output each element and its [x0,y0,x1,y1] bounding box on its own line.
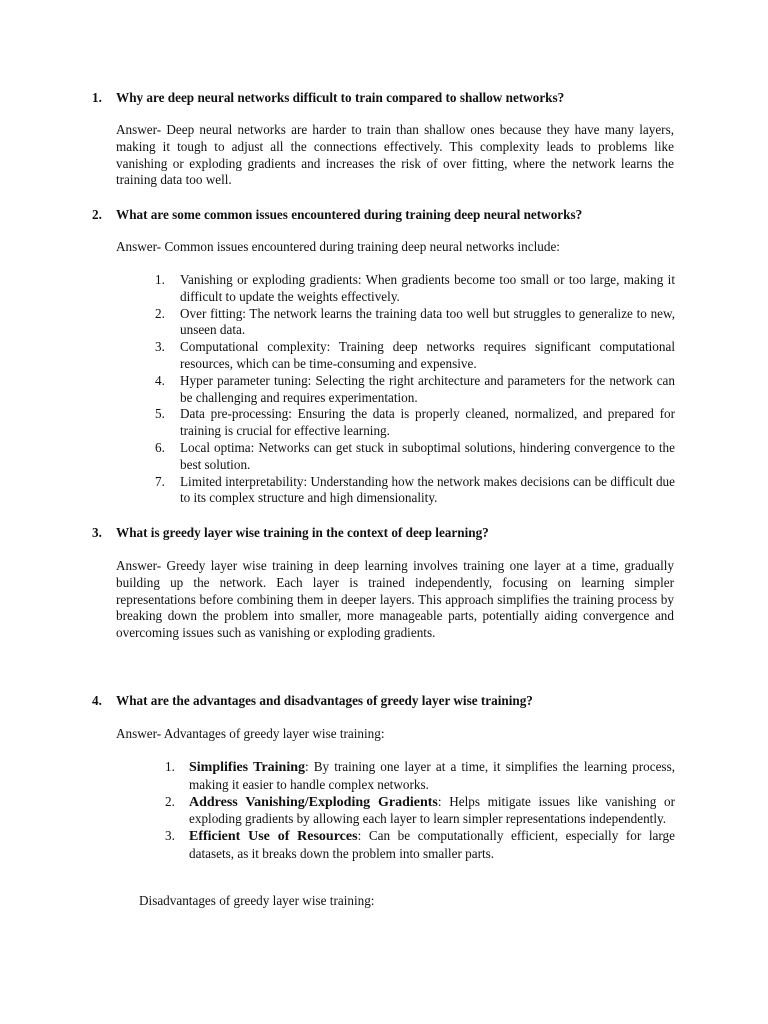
disadvantages-heading: Disadvantages of greedy layer wise training: [139,893,375,908]
question-1-text: Why are deep neural networks difficult to train compared to shallow networks? [116,90,565,105]
list-item-number: 6. [155,439,165,455]
list-item [165,828,675,863]
list-item-text: : Helps mitigate issues like vanishing or exploding gradients by allowing each layer to learn simpler representations independently. [189,793,675,827]
advantages-list [165,759,675,863]
list-item-text: Hyper parameter tuning: Selecting the right architecture and parameters for the network can be challenging and requires experimentation. [180,372,675,405]
question-3-number: 3. [92,525,102,540]
list-item [155,339,675,373]
answer-1: Answer- Deep neural networks are harder to train than shallow ones because they have many layers, making it tough to adjust all the connections effectively. This complexity leads to problems like vanishing or exploding gradients and increases the risk of over fitting, where the network learns the training data too well. [116,122,674,188]
question-1-number: 1. [92,90,102,105]
list-item-number: 1. [165,759,175,774]
question-1-heading [92,89,692,106]
question-3-text: What is greedy layer wise training in the context of deep learning? [116,525,489,540]
list-item-number: 2. [165,793,175,809]
answer-2-intro: Answer- Common issues encountered during training deep neural networks include: [116,239,560,254]
list-item [165,794,675,829]
list-item-text: Computational complexity: Training deep networks requires significant computational resources, which can be time-consuming and expensive. [180,339,675,371]
list-item-text: : By training one layer at a time, it simplifies the learning process, making it easier to handle complex networks. [189,759,675,792]
list-item-number: 1. [155,272,165,287]
list-item [155,406,675,440]
list-item [155,440,675,474]
list-item [155,272,675,306]
list-item-number: 5. [155,406,165,422]
list-item-term: Efficient Use of Resources [189,829,358,845]
question-2-heading [92,206,692,223]
answer-4-intro: Answer- Advantages of greedy layer wise training: [116,726,385,741]
list-item-term: Simplifies Training [189,760,306,775]
list-item [165,759,675,794]
list-item [155,474,675,508]
answer-3: Answer- Greedy layer wise training in deep learning involves training one layer at a time, gradually building up the network. Each layer is trained independently, focusing on learning simpler representations before combining them in deeper layers. This approach simplifies the training process by breaking down the problem into smaller, more manageable parts, potentially aiding convergence and overcoming issues such as vanishing or exploding gradients. [116,558,674,641]
list-item [155,306,675,340]
question-4-text: What are the advantages and disadvantages of greedy layer wise training? [116,693,533,708]
list-item-text: Limited interpretability: Understanding how the network makes decisions can be difficult due to its complex structure and high dimensionality. [180,473,675,506]
question-2-number: 2. [92,207,102,222]
list-item-number: 2. [155,305,165,321]
question-3-heading [92,524,692,541]
list-item-text: Over fitting: The network learns the training data too well but struggles to generalize to new, unseen data. [180,305,675,338]
list-item-number: 7. [155,473,165,489]
list-item-text: Data pre-processing: Ensuring the data is properly cleaned, normalized, and prepared for training is crucial for effective learning. [180,406,675,439]
list-item-number: 3. [155,339,165,355]
list-item [155,373,675,407]
issues-list [155,272,675,507]
list-item-text: : Can be computationally efficient, especially for large datasets, as it breaks down the problem into smaller parts. [189,828,675,861]
question-4-heading [92,692,692,709]
list-item-number: 4. [155,372,165,388]
question-4-number: 4. [92,693,102,708]
list-item-text: Local optima: Networks can get stuck in suboptimal solutions, hindering convergence to the best solution. [180,439,675,472]
question-2-text: What are some common issues encountered during training deep neural networks? [116,207,583,222]
list-item-term: Address Vanishing/Exploding Gradients [189,794,438,810]
list-item-text: Vanishing or exploding gradients: When gradients become too small or too large, making it difficult to update the weights effectively. [180,272,675,304]
list-item-number: 3. [165,828,175,844]
